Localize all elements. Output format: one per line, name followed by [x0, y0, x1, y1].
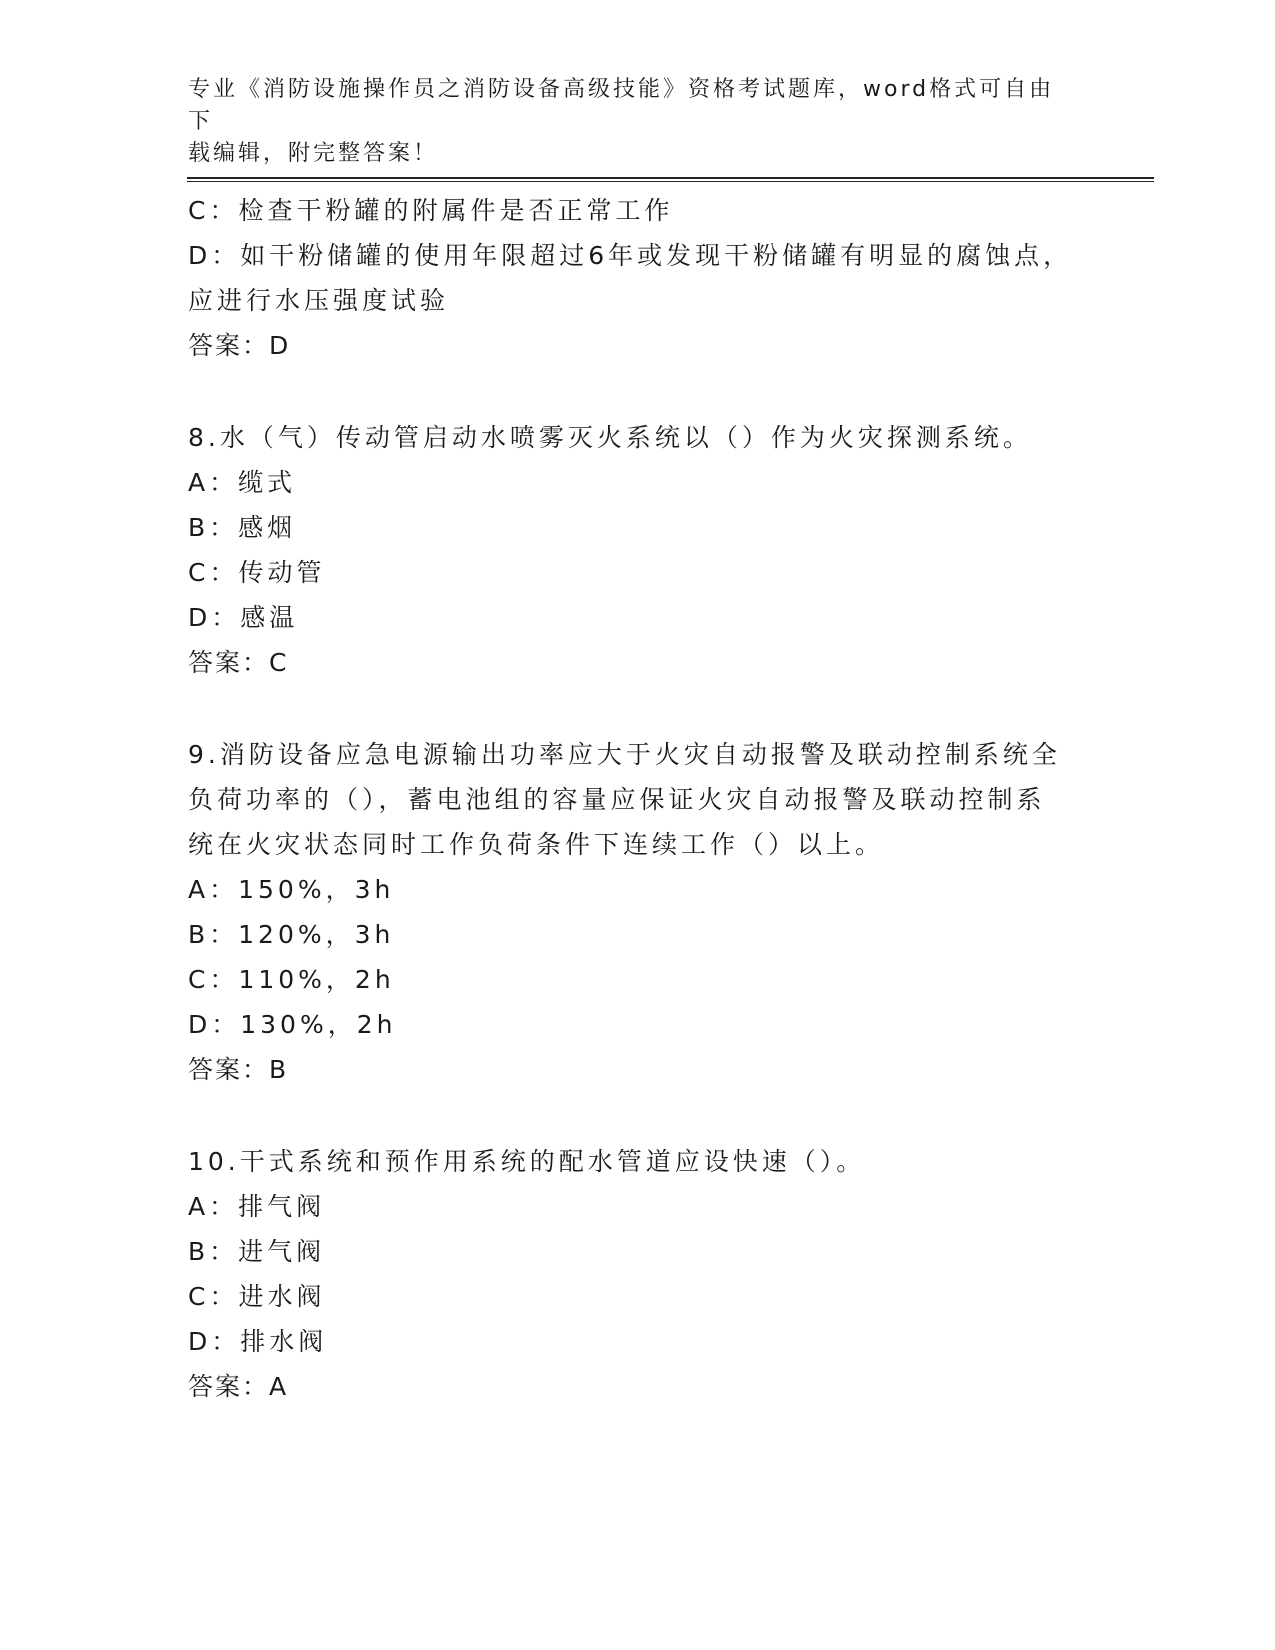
option-b: B：感烟 — [188, 513, 297, 542]
option-d: D：130%，2h — [188, 1010, 397, 1039]
document-header — [188, 74, 1068, 170]
option-a: A：排气阀 — [188, 1192, 326, 1221]
option-d: D：感温 — [188, 603, 299, 632]
answer-line: 答案：B — [188, 1055, 289, 1084]
option-d-line-1: D：如干粉储罐的使用年限超过6年或发现干粉储罐有明显的腐蚀点， — [188, 241, 1073, 270]
option-d-line-2: 应进行水压强度试验 — [188, 286, 450, 315]
question-stem: 10.干式系统和预作用系统的配水管道应设快速（）。 — [188, 1147, 866, 1176]
question-stem-line-3: 统在火灾状态同时工作负荷条件下连续工作（）以上。 — [188, 830, 885, 859]
option-c: C：110%，2h — [188, 965, 395, 994]
option-a: A：150%，3h — [188, 875, 395, 904]
answer-line: 答案：A — [188, 1372, 289, 1401]
answer-line: 答案：C — [188, 648, 289, 677]
header-line-1: 专业《消防设施操作员之消防设备高级技能》资格考试题库，word格式可自由下 — [188, 77, 1055, 134]
question-stem-line-1: 9.消防设备应急电源输出功率应大于火灾自动报警及联动控制系统全 — [188, 740, 1061, 769]
spacer — [188, 368, 1068, 415]
question-block-9 — [188, 732, 1068, 1092]
spacer — [188, 1092, 1068, 1139]
question-stem-line-2: 负荷功率的（），蓄电池组的容量应保证火灾自动报警及联动控制系 — [188, 785, 1046, 814]
question-stem: 8.水（气）传动管启动水喷雾灭火系统以（）作为火灾探测系统。 — [188, 423, 1032, 452]
answer-line: 答案：D — [188, 331, 291, 360]
header-divider — [187, 177, 1154, 182]
question-block-10 — [188, 1139, 1068, 1409]
question-block-8 — [188, 415, 1068, 685]
option-b: B：进气阀 — [188, 1237, 326, 1266]
prev-question-block — [188, 188, 1073, 368]
option-c: C：进水阀 — [188, 1282, 326, 1311]
option-a: A：缆式 — [188, 468, 297, 497]
question-content — [188, 188, 1073, 1409]
header-line-2: 载编辑，附完整答案！ — [188, 141, 439, 166]
option-b: B：120%，3h — [188, 920, 395, 949]
spacer — [188, 685, 1068, 732]
option-c: C：检查干粉罐的附属件是否正常工作 — [188, 196, 674, 225]
option-c: C：传动管 — [188, 558, 326, 587]
option-d: D：排水阀 — [188, 1327, 328, 1356]
